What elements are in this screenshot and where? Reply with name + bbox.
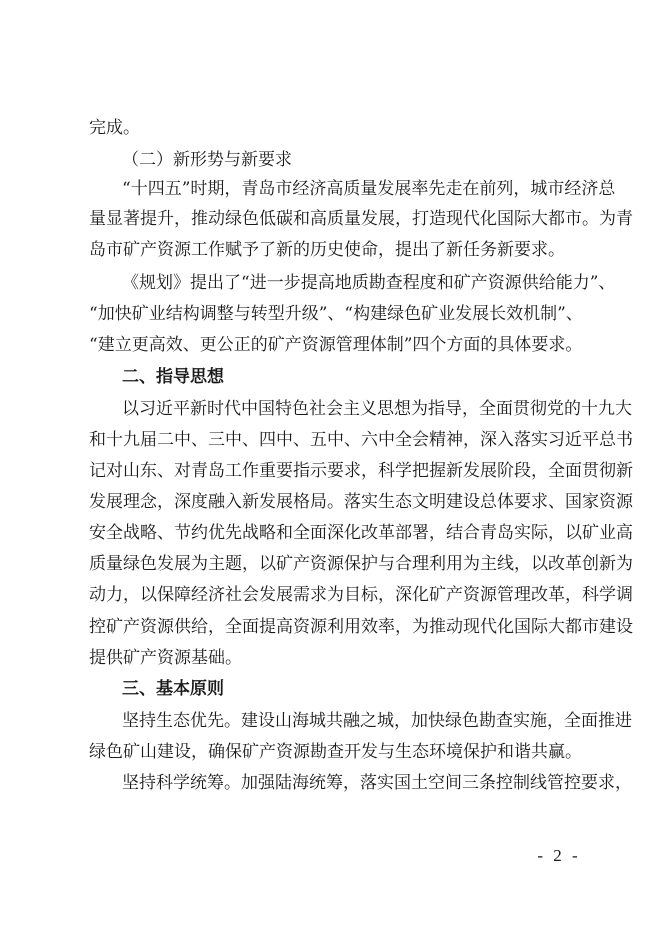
text-line: 记对山东、对青岛工作重要指示要求，科学把握新发展阶段，全面贯彻新	[89, 461, 633, 481]
text-line: 绿色矿山建设，确保矿产资源勘查开发与生态环境保护和谐共赢。	[89, 742, 582, 762]
text-line: 《规划》提出了“进一步提高地质勘查程度和矿产资源供给能力”、	[122, 273, 616, 293]
text-line: （二）新形势与新要求	[122, 150, 292, 170]
text-line: 完成。	[89, 118, 140, 138]
text-line: 质量绿色发展为主题，以矿产资源保护与合理利用为主线，以改革创新为	[89, 554, 633, 574]
text-line: 和十九届二中、三中、四中、五中、六中全会精神，深入落实习近平总书	[89, 430, 633, 450]
text-line: 以习近平新时代中国特色社会主义思想为指导，全面贯彻党的十九大	[122, 399, 632, 419]
text-line: “建立更高效、更公正的矿产资源管理体制”四个方面的具体要求。	[89, 335, 583, 355]
text-line: 量显著提升，推动绿色低碳和高质量发展，打造现代化国际大都市。为青	[89, 209, 633, 229]
text-line: 发展理念，深度融入新发展格局。落实生态文明建设总体要求、国家资源	[89, 492, 633, 512]
text-line: 安全战略、节约优先战略和全面深化改革部署，结合青岛实际，以矿业高	[89, 523, 633, 543]
text-line: 坚持生态优先。建设山海城共融之城，加快绿色勘查实施，全面推进	[122, 711, 632, 731]
text-line: 坚持科学统筹。加强陆海统筹，落实国土空间三条控制线管控要求，	[122, 773, 632, 793]
text-line: 提供矿产资源基础。	[89, 648, 242, 668]
section-heading: 二、指导思想	[122, 367, 224, 387]
section-heading: 三、基本原则	[122, 679, 224, 699]
text-line: 动力，以保障经济社会发展需求为目标，深化矿产资源管理改革，科学调	[89, 585, 633, 605]
text-line: 控矿产资源供给，全面提高资源利用效率，为推动现代化国际大都市建设	[89, 617, 633, 637]
page-number: - 2 -	[537, 846, 581, 865]
text-line: “十四五”时期，青岛市经济高质量发展率先走在前列，城市经济总	[122, 179, 616, 199]
text-line: 岛市矿产资源工作赋予了新的历史使命，提出了新任务新要求。	[89, 240, 565, 260]
text-line: “加快矿业结构调整与转型升级”、“构建绿色矿业发展长效机制”、	[89, 304, 583, 324]
